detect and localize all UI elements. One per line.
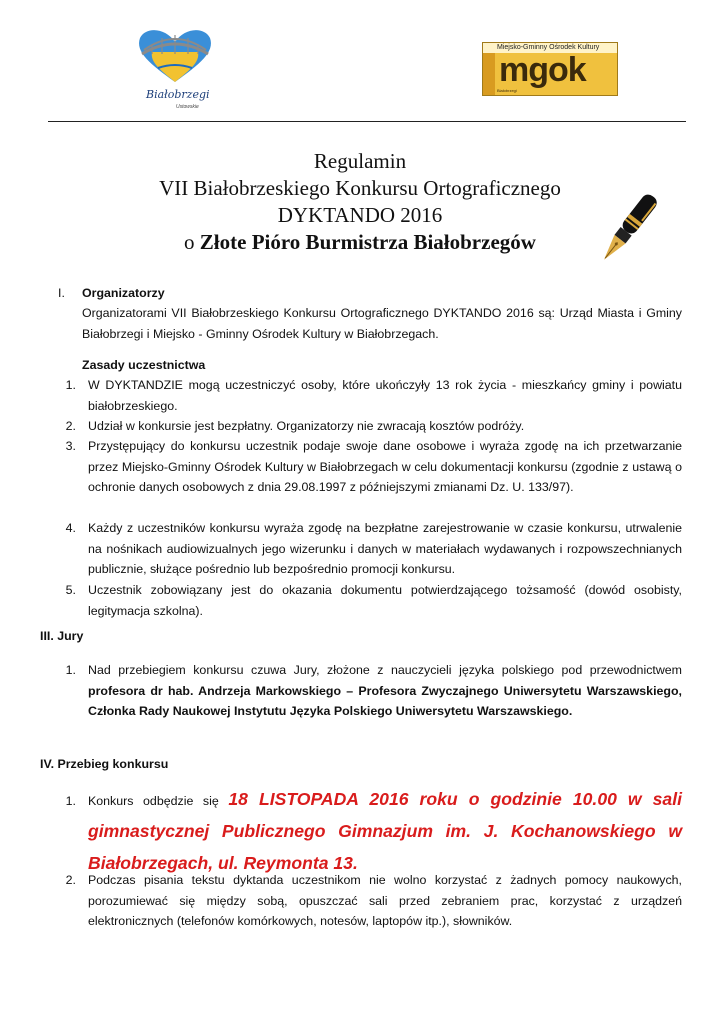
course-2-number: 2. <box>65 873 76 887</box>
event-date-venue: 18 LISTOPADA 2016 roku o godzinie 10.00 w sali gimnastycznej Publicznego Gimnazjum im. J. Kochanowskiego w Białobrzegach, ul. Reymonta 13. <box>88 789 682 873</box>
course-1-plain: Konkurs odbędzie się <box>88 794 219 808</box>
rule-4-text: Każdy z uczestników konkursu wyraża zgodę na bezpłatne zarejestrowanie w czasie konkursu, utrwalenie na nośnikach audiowizualnych jego wizerunku i danych w materiałach wydawanych i rozpowszechnianych publicznie, służące pośrednio lub bezpośrednio promocji konkursu. <box>88 521 682 576</box>
section-1-number: I. <box>58 286 65 300</box>
rule-2-text: Udział w konkursie jest bezpłatny. Organizatorzy nie zwracają kosztów podróży. <box>88 419 525 433</box>
logo-brand: mgok <box>499 51 586 89</box>
title-award: Złote Pióro Burmistrza Białobrzegów <box>199 230 536 254</box>
rule-3-number: 3. <box>65 439 76 453</box>
heart-bridge-icon <box>130 24 220 88</box>
header-divider <box>48 121 686 122</box>
jury-chair-name: profesora dr hab. Andrzeja Markowskiego – Profesora Zwyczajnego Uniwersytetu Warszawskiego, Członka Rady Naukowej Instytutu Języka Polskiego Uniwersytetu Warszawskiego. <box>88 683 682 718</box>
logo-town-name: Białobrzegi <box>146 88 210 101</box>
section-4-heading: IV. Przebieg konkursu <box>40 757 169 771</box>
rule-5-number: 5. <box>65 583 76 597</box>
rule-5-text: Uczestnik zobowiązany jest do okazania dokumentu potwierdzającego tożsamość (dowód osobisty, legitymacja szkolna). <box>88 583 682 618</box>
section-3-heading: III. Jury <box>40 629 84 643</box>
rule-1-text: W DYKTANDZIE mogą uczestniczyć osoby, które ukończyły 13 rok życia - mieszkańcy gminy i powiatu białobrzeskiego. <box>88 378 682 413</box>
title-prefix: o <box>184 230 195 254</box>
title-line-1: Regulamin <box>313 149 407 173</box>
course-2-text: Podczas pisania tekstu dyktanda uczestnikom nie wolno korzystać z żadnych pomocy naukowych, porozumiewać się między sobą, opuszczać sali przed zebraniem prac, korzystać z urządzeń elektronicznych (telefonów komórkowych, notesów, laptopów itp.), słowników. <box>88 873 682 928</box>
section-1-heading: Organizatorzy <box>82 286 165 300</box>
fountain-pen-icon <box>596 186 660 272</box>
section-2-heading: Zasady uczestnictwa <box>82 358 206 372</box>
mgok-logo <box>482 42 618 96</box>
jury-1-text <box>88 660 682 722</box>
title-line-4 <box>80 229 640 256</box>
course-1-text <box>88 784 682 880</box>
rule-3-text: Przystępujący do konkursu uczestnik podaje swoje dane osobowe i wyraża zgodę na ich przetwarzanie przez Miejsko-Gminny Ośrodek Kultury w Białobrzegach w celu dokumentacji konkursu (zgodnie z ustawą o ochronie danych osobowych z dnia 29.08.1997 z późniejszymi zmianami Dz. U. 133/97). <box>88 439 682 494</box>
rule-2-number: 2. <box>65 419 76 433</box>
title-line-2: VII Białobrzeskiego Konkursu Ortograficznego <box>159 176 561 200</box>
logo-subtitle: Ustowskie <box>176 104 199 110</box>
bialobrzegi-logo <box>130 24 220 114</box>
title-line-3: DYKTANDO 2016 <box>277 203 443 227</box>
logo-bottom-text: Białobrzegi <box>497 88 517 93</box>
course-1-number: 1. <box>65 794 76 808</box>
jury-text-plain: Nad przebiegiem konkursu czuwa Jury, złożone z nauczycieli języka polskiego pod przewodnictwem <box>88 663 682 677</box>
jury-1-number: 1. <box>65 663 76 677</box>
logo-top-text: Miejsko-Gminny Ośrodek Kultury <box>483 43 617 53</box>
rule-1-number: 1. <box>65 378 76 392</box>
section-1-text: Organizatorami VII Białobrzeskiego Konkursu Ortograficznego DYKTANDO 2016 są: Urząd Miasta i Gminy Białobrzegi i Miejsko - Gminny Ośrodek Kultury w Białobrzegach. <box>82 306 682 341</box>
rule-4-number: 4. <box>65 521 76 535</box>
